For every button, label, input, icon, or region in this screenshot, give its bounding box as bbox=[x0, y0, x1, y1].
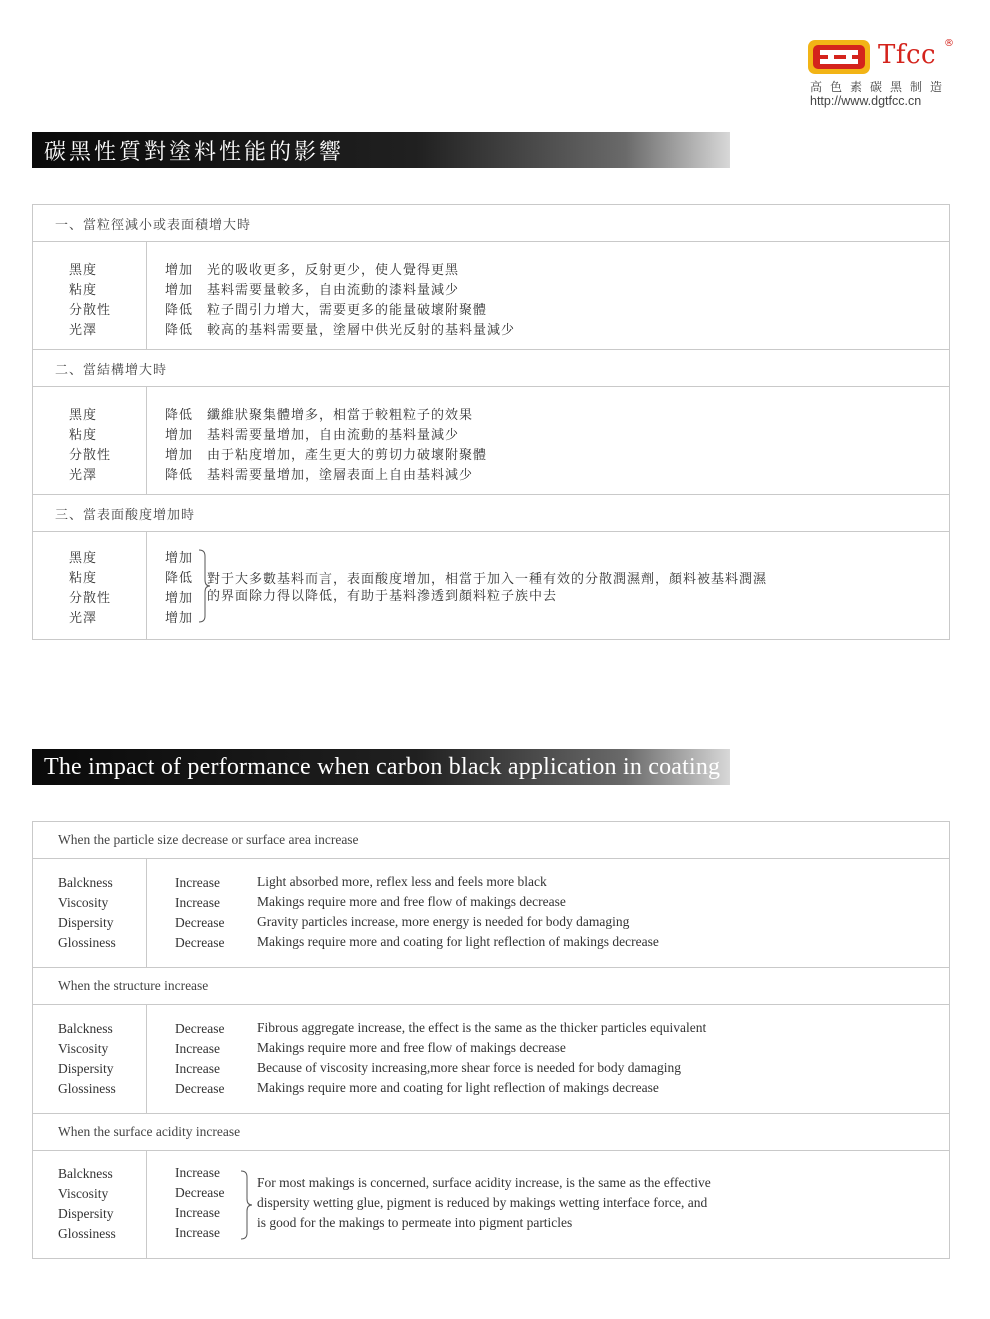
cn-effect: 增加 bbox=[165, 591, 194, 606]
cn-desc: 較高的基料需要量，塗層中供光反射的基料量減少 bbox=[207, 323, 516, 338]
cn-effects-table bbox=[32, 204, 950, 640]
tfcc-logo-mark-icon bbox=[808, 40, 870, 74]
cn-title-text: 碳黑性質對塗料性能的影響 bbox=[44, 139, 345, 165]
en-title-text: The impact of performance when carbon black application in coating bbox=[44, 753, 721, 780]
cn-prop: 光澤 bbox=[69, 468, 98, 483]
column-divider bbox=[146, 387, 147, 494]
en-prop: Balckness bbox=[58, 1021, 113, 1036]
en-effect: Increase bbox=[175, 875, 220, 890]
logo-brand-name: Tfcc bbox=[878, 40, 937, 70]
cn-desc: 基料需要量較多，自由流動的漆料量減少 bbox=[207, 283, 460, 298]
logo-url: http://www.dgtfcc.cn bbox=[810, 94, 922, 108]
cn-effect: 降低 bbox=[165, 303, 194, 318]
cn-prop: 粘度 bbox=[69, 571, 98, 586]
cn-prop: 粘度 bbox=[69, 283, 98, 298]
cn-effect: 增加 bbox=[165, 263, 194, 278]
cn-effect: 降低 bbox=[165, 571, 194, 586]
cn-prop: 分散性 bbox=[69, 303, 112, 318]
en-effect: Increase bbox=[175, 1041, 220, 1056]
en-section-body bbox=[33, 859, 949, 968]
en-desc: Makings require more and coating for light reflection of makings decrease bbox=[257, 1080, 659, 1095]
cn-section-body bbox=[33, 387, 949, 495]
cn-prop: 分散性 bbox=[69, 448, 112, 463]
cn-section-body bbox=[33, 242, 949, 350]
en-prop: Dispersity bbox=[58, 915, 114, 930]
cn-prop: 分散性 bbox=[69, 591, 112, 606]
cn-section-body bbox=[33, 532, 949, 640]
column-divider bbox=[146, 1005, 147, 1113]
en-section-heading: When the structure increase bbox=[33, 968, 949, 1005]
cn-effect: 增加 bbox=[165, 551, 194, 566]
column-divider bbox=[146, 1151, 147, 1258]
en-effect: Decrease bbox=[175, 1081, 225, 1096]
en-prop: Glossiness bbox=[58, 1081, 116, 1096]
cn-desc: 光的吸收更多，反射更少，使人覺得更黑 bbox=[207, 263, 460, 278]
column-divider bbox=[146, 242, 147, 349]
en-section-heading: When the surface acidity increase bbox=[33, 1114, 949, 1151]
en-effects-table bbox=[32, 821, 950, 1259]
cn-section-heading: 三、當表面酸度增加時 bbox=[33, 495, 949, 532]
cn-effect: 增加 bbox=[165, 428, 194, 443]
cn-prop: 黑度 bbox=[69, 551, 98, 566]
cn-prop: 黑度 bbox=[69, 408, 98, 423]
en-prop: Viscosity bbox=[58, 895, 109, 910]
en-effect: Increase bbox=[175, 1165, 220, 1180]
en-effect: Decrease bbox=[175, 1021, 225, 1036]
en-prop: Balckness bbox=[58, 875, 113, 890]
cn-effect: 增加 bbox=[165, 283, 194, 298]
cn-desc: 纖維狀聚集體增多，相當于較粗粒子的效果 bbox=[207, 408, 474, 423]
en-desc: Fibrous aggregate increase, the effect is the same as the thicker particles equivalent bbox=[257, 1020, 707, 1035]
cn-effect: 增加 bbox=[165, 611, 194, 626]
cn-desc: 由于粘度增加，產生更大的剪切力破壞附聚體 bbox=[207, 448, 488, 463]
en-desc: Makings require more and free flow of makings decrease bbox=[257, 1040, 566, 1055]
cn-prop: 光澤 bbox=[69, 323, 98, 338]
en-effect: Decrease bbox=[175, 935, 225, 950]
en-section-title bbox=[32, 749, 730, 785]
cn-prop: 光澤 bbox=[69, 611, 98, 626]
en-desc: Makings require more and free flow of makings decrease bbox=[257, 894, 566, 909]
en-note-line: For most makings is concerned, surface acidity increase, is the same as the effective bbox=[257, 1175, 711, 1190]
cn-note-line: 對于大多數基料而言，表面酸度增加，相當于加入一種有效的分散潤濕劑，顏料被基料潤濕 bbox=[207, 572, 768, 587]
cn-section-heading: 一、當粒徑減小或表面積增大時 bbox=[33, 205, 949, 242]
en-prop: Viscosity bbox=[58, 1186, 109, 1201]
en-effect: Decrease bbox=[175, 915, 225, 930]
en-effect: Increase bbox=[175, 895, 220, 910]
cn-effect: 降低 bbox=[165, 323, 194, 338]
en-effect: Increase bbox=[175, 1205, 220, 1220]
cn-effect: 降低 bbox=[165, 468, 194, 483]
en-desc: Gravity particles increase, more energy is needed for body damaging bbox=[257, 914, 630, 929]
cn-effect: 降低 bbox=[165, 408, 194, 423]
en-effect: Increase bbox=[175, 1225, 220, 1240]
en-section-body bbox=[33, 1151, 949, 1259]
en-effect: Decrease bbox=[175, 1185, 225, 1200]
en-prop: Balckness bbox=[58, 1166, 113, 1181]
cn-desc: 粒子間引力增大，需要更多的能量破壞附聚體 bbox=[207, 303, 488, 318]
en-prop: Glossiness bbox=[58, 935, 116, 950]
en-prop: Viscosity bbox=[58, 1041, 109, 1056]
en-section-heading: When the particle size decrease or surface area increase bbox=[33, 822, 949, 859]
en-note-line: is good for the makings to permeate into pigment particles bbox=[257, 1215, 573, 1230]
en-desc: Makings require more and coating for light reflection of makings decrease bbox=[257, 934, 659, 949]
cn-section-heading: 二、當結構增大時 bbox=[33, 350, 949, 387]
company-logo bbox=[808, 36, 958, 116]
cn-prop: 黑度 bbox=[69, 263, 98, 278]
en-prop: Dispersity bbox=[58, 1061, 114, 1076]
registered-mark: ® bbox=[944, 38, 954, 49]
cn-effect: 增加 bbox=[165, 448, 194, 463]
right-brace-icon bbox=[239, 1169, 253, 1241]
en-section-body bbox=[33, 1005, 949, 1114]
en-desc: Light absorbed more, reflex less and feels more black bbox=[257, 874, 547, 889]
column-divider bbox=[146, 859, 147, 967]
cn-note-line: 的界面除力得以降低，有助于基料滲透到顏料粒子族中去 bbox=[207, 589, 558, 604]
en-note-line: dispersity wetting glue, pigment is reduced by makings wetting interface force, and bbox=[257, 1195, 708, 1210]
en-desc: Because of viscosity increasing,more shear force is needed for body damaging bbox=[257, 1060, 681, 1075]
logo-tagline: 高色素碳黑制造 bbox=[810, 80, 951, 94]
cn-section-title bbox=[32, 132, 730, 168]
en-effect: Increase bbox=[175, 1061, 220, 1076]
en-prop: Glossiness bbox=[58, 1226, 116, 1241]
cn-desc: 基料需要量增加，塗層表面上自由基料減少 bbox=[207, 468, 474, 483]
column-divider bbox=[146, 532, 147, 639]
cn-desc: 基料需要量增加，自由流動的基料量減少 bbox=[207, 428, 460, 443]
en-prop: Dispersity bbox=[58, 1206, 114, 1221]
cn-prop: 粘度 bbox=[69, 428, 98, 443]
